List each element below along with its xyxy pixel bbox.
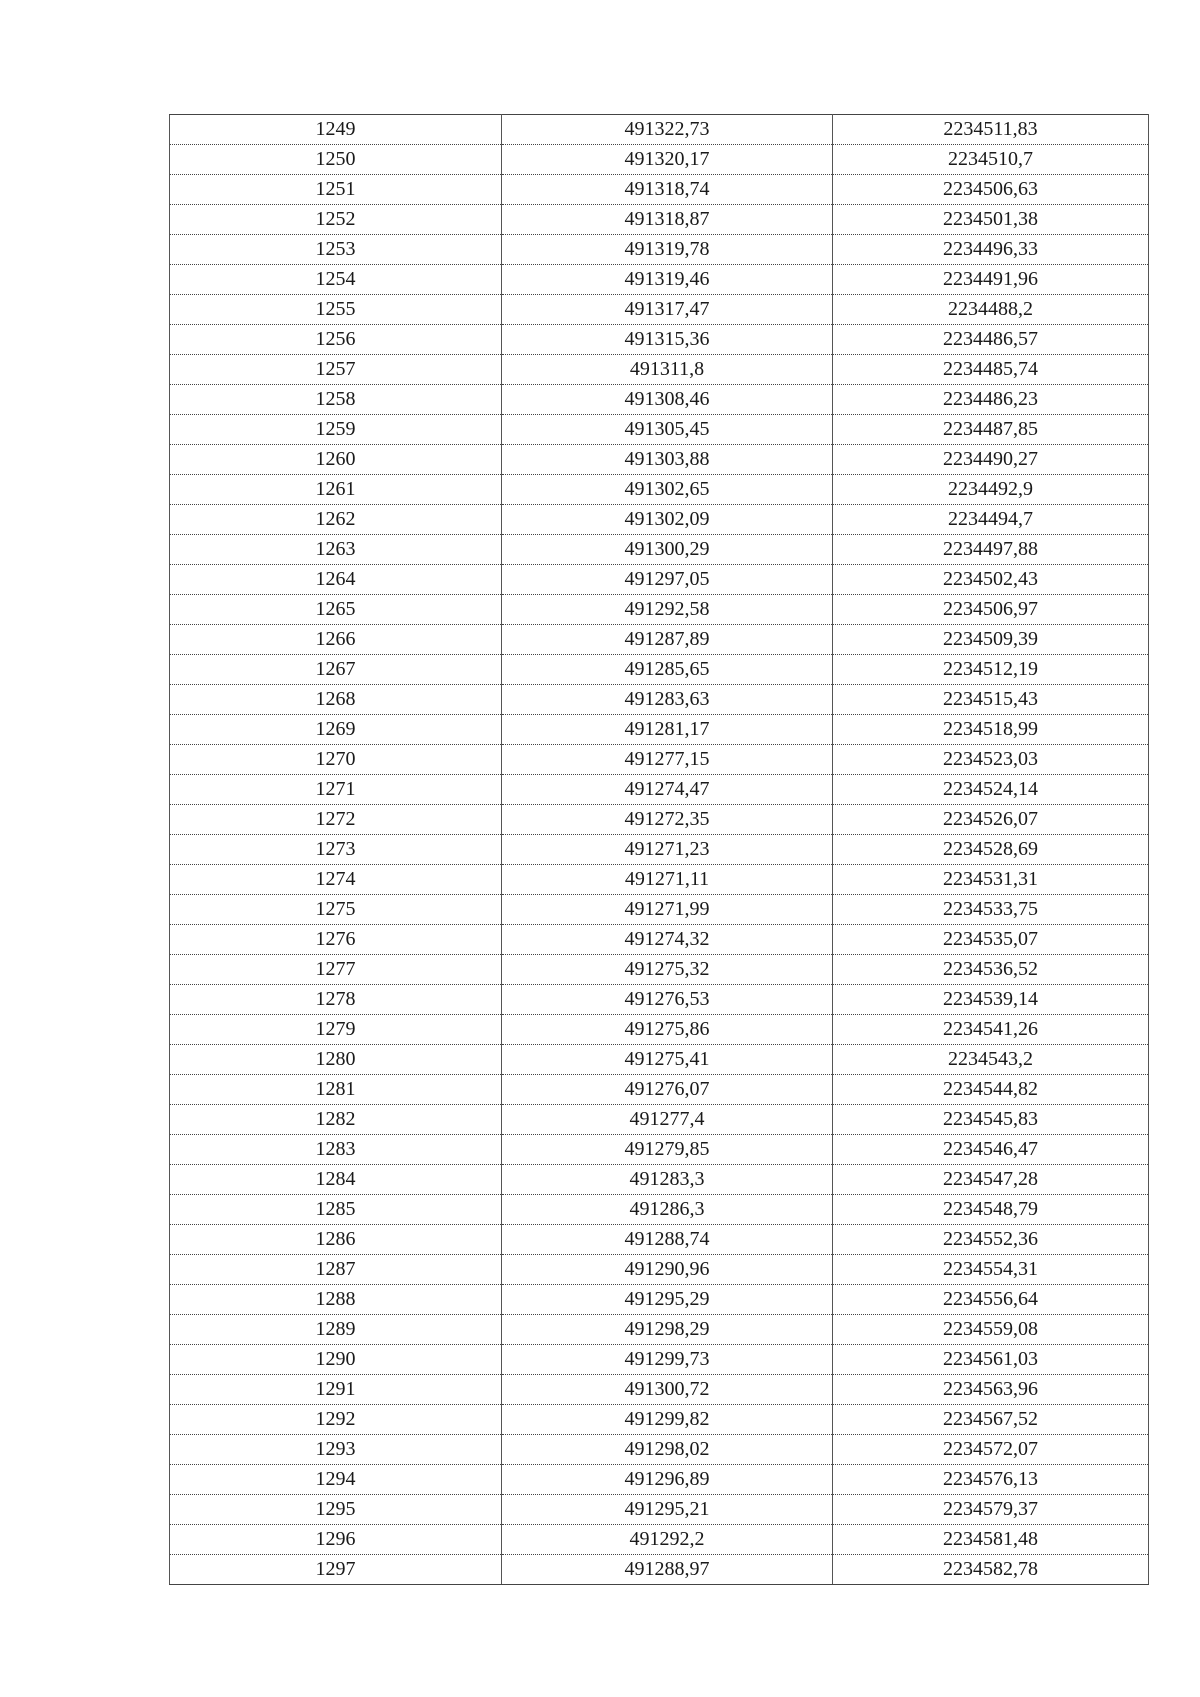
table-row <box>170 745 1149 775</box>
y-coordinate-cell: 2234556,64 <box>833 1285 1149 1315</box>
x-coordinate-cell: 491322,73 <box>502 115 833 145</box>
y-coordinate-cell: 2234554,31 <box>833 1255 1149 1285</box>
point-number-cell: 1256 <box>170 325 502 355</box>
y-coordinate-cell: 2234533,75 <box>833 895 1149 925</box>
x-coordinate-cell: 491288,97 <box>502 1555 833 1585</box>
table-row <box>170 235 1149 265</box>
x-coordinate-cell: 491279,85 <box>502 1135 833 1165</box>
table-row <box>170 1015 1149 1045</box>
y-coordinate-cell: 2234510,7 <box>833 145 1149 175</box>
y-coordinate-cell: 2234497,88 <box>833 535 1149 565</box>
table-row <box>170 1255 1149 1285</box>
x-coordinate-cell: 491302,65 <box>502 475 833 505</box>
table-row <box>170 475 1149 505</box>
point-number-cell: 1267 <box>170 655 502 685</box>
x-coordinate-cell: 491308,46 <box>502 385 833 415</box>
point-number-cell: 1263 <box>170 535 502 565</box>
point-number-cell: 1270 <box>170 745 502 775</box>
y-coordinate-cell: 2234502,43 <box>833 565 1149 595</box>
table-row <box>170 115 1149 145</box>
x-coordinate-cell: 491288,74 <box>502 1225 833 1255</box>
point-number-cell: 1251 <box>170 175 502 205</box>
point-number-cell: 1292 <box>170 1405 502 1435</box>
x-coordinate-cell: 491277,15 <box>502 745 833 775</box>
x-coordinate-cell: 491303,88 <box>502 445 833 475</box>
table-row <box>170 1135 1149 1165</box>
x-coordinate-cell: 491295,29 <box>502 1285 833 1315</box>
x-coordinate-cell: 491299,82 <box>502 1405 833 1435</box>
point-number-cell: 1279 <box>170 1015 502 1045</box>
coordinates-table <box>169 114 1149 1585</box>
x-coordinate-cell: 491320,17 <box>502 145 833 175</box>
y-coordinate-cell: 2234572,07 <box>833 1435 1149 1465</box>
table-row <box>170 865 1149 895</box>
point-number-cell: 1282 <box>170 1105 502 1135</box>
y-coordinate-cell: 2234546,47 <box>833 1135 1149 1165</box>
y-coordinate-cell: 2234524,14 <box>833 775 1149 805</box>
table-row <box>170 715 1149 745</box>
x-coordinate-cell: 491290,96 <box>502 1255 833 1285</box>
x-coordinate-cell: 491296,89 <box>502 1465 833 1495</box>
point-number-cell: 1249 <box>170 115 502 145</box>
point-number-cell: 1280 <box>170 1045 502 1075</box>
y-coordinate-cell: 2234515,43 <box>833 685 1149 715</box>
point-number-cell: 1253 <box>170 235 502 265</box>
y-coordinate-cell: 2234547,28 <box>833 1165 1149 1195</box>
point-number-cell: 1275 <box>170 895 502 925</box>
table-row <box>170 835 1149 865</box>
table-row <box>170 985 1149 1015</box>
point-number-cell: 1252 <box>170 205 502 235</box>
table-row <box>170 1465 1149 1495</box>
point-number-cell: 1293 <box>170 1435 502 1465</box>
table-row <box>170 1405 1149 1435</box>
y-coordinate-cell: 2234544,82 <box>833 1075 1149 1105</box>
x-coordinate-cell: 491277,4 <box>502 1105 833 1135</box>
table-row <box>170 505 1149 535</box>
table-row <box>170 355 1149 385</box>
table-row <box>170 1345 1149 1375</box>
y-coordinate-cell: 2234485,74 <box>833 355 1149 385</box>
y-coordinate-cell: 2234567,52 <box>833 1405 1149 1435</box>
point-number-cell: 1276 <box>170 925 502 955</box>
table-row <box>170 205 1149 235</box>
table-row <box>170 1525 1149 1555</box>
table-row <box>170 1285 1149 1315</box>
x-coordinate-cell: 491311,8 <box>502 355 833 385</box>
y-coordinate-cell: 2234545,83 <box>833 1105 1149 1135</box>
x-coordinate-cell: 491271,11 <box>502 865 833 895</box>
x-coordinate-cell: 491295,21 <box>502 1495 833 1525</box>
x-coordinate-cell: 491271,99 <box>502 895 833 925</box>
table-row <box>170 175 1149 205</box>
x-coordinate-cell: 491319,78 <box>502 235 833 265</box>
table-row <box>170 895 1149 925</box>
point-number-cell: 1261 <box>170 475 502 505</box>
x-coordinate-cell: 491305,45 <box>502 415 833 445</box>
x-coordinate-cell: 491302,09 <box>502 505 833 535</box>
x-coordinate-cell: 491297,05 <box>502 565 833 595</box>
table-row <box>170 775 1149 805</box>
table-row <box>170 625 1149 655</box>
point-number-cell: 1287 <box>170 1255 502 1285</box>
point-number-cell: 1269 <box>170 715 502 745</box>
point-number-cell: 1257 <box>170 355 502 385</box>
table-row <box>170 1555 1149 1585</box>
x-coordinate-cell: 491285,65 <box>502 655 833 685</box>
point-number-cell: 1277 <box>170 955 502 985</box>
x-coordinate-cell: 491292,2 <box>502 1525 833 1555</box>
y-coordinate-cell: 2234491,96 <box>833 265 1149 295</box>
table-row <box>170 325 1149 355</box>
table-row <box>170 1495 1149 1525</box>
y-coordinate-cell: 2234528,69 <box>833 835 1149 865</box>
y-coordinate-cell: 2234506,97 <box>833 595 1149 625</box>
point-number-cell: 1260 <box>170 445 502 475</box>
x-coordinate-cell: 491317,47 <box>502 295 833 325</box>
point-number-cell: 1268 <box>170 685 502 715</box>
point-number-cell: 1265 <box>170 595 502 625</box>
y-coordinate-cell: 2234561,03 <box>833 1345 1149 1375</box>
y-coordinate-cell: 2234523,03 <box>833 745 1149 775</box>
y-coordinate-cell: 2234509,39 <box>833 625 1149 655</box>
table-row <box>170 1315 1149 1345</box>
table-row <box>170 145 1149 175</box>
table-row <box>170 535 1149 565</box>
x-coordinate-cell: 491275,32 <box>502 955 833 985</box>
point-number-cell: 1286 <box>170 1225 502 1255</box>
y-coordinate-cell: 2234512,19 <box>833 655 1149 685</box>
table-row <box>170 265 1149 295</box>
x-coordinate-cell: 491272,35 <box>502 805 833 835</box>
point-number-cell: 1283 <box>170 1135 502 1165</box>
y-coordinate-cell: 2234563,96 <box>833 1375 1149 1405</box>
point-number-cell: 1266 <box>170 625 502 655</box>
y-coordinate-cell: 2234581,48 <box>833 1525 1149 1555</box>
table-row <box>170 565 1149 595</box>
x-coordinate-cell: 491300,29 <box>502 535 833 565</box>
point-number-cell: 1258 <box>170 385 502 415</box>
y-coordinate-cell: 2234486,23 <box>833 385 1149 415</box>
table-row <box>170 1075 1149 1105</box>
table-row <box>170 1165 1149 1195</box>
table-row <box>170 1435 1149 1465</box>
table-row <box>170 1105 1149 1135</box>
y-coordinate-cell: 2234487,85 <box>833 415 1149 445</box>
x-coordinate-cell: 491300,72 <box>502 1375 833 1405</box>
x-coordinate-cell: 491275,86 <box>502 1015 833 1045</box>
point-number-cell: 1272 <box>170 805 502 835</box>
point-number-cell: 1274 <box>170 865 502 895</box>
point-number-cell: 1288 <box>170 1285 502 1315</box>
x-coordinate-cell: 491283,63 <box>502 685 833 715</box>
table-row <box>170 1225 1149 1255</box>
x-coordinate-cell: 491283,3 <box>502 1165 833 1195</box>
point-number-cell: 1291 <box>170 1375 502 1405</box>
x-coordinate-cell: 491286,3 <box>502 1195 833 1225</box>
table-row <box>170 655 1149 685</box>
y-coordinate-cell: 2234492,9 <box>833 475 1149 505</box>
point-number-cell: 1295 <box>170 1495 502 1525</box>
y-coordinate-cell: 2234576,13 <box>833 1465 1149 1495</box>
point-number-cell: 1264 <box>170 565 502 595</box>
point-number-cell: 1255 <box>170 295 502 325</box>
y-coordinate-cell: 2234548,79 <box>833 1195 1149 1225</box>
x-coordinate-cell: 491299,73 <box>502 1345 833 1375</box>
x-coordinate-cell: 491274,32 <box>502 925 833 955</box>
y-coordinate-cell: 2234488,2 <box>833 295 1149 325</box>
y-coordinate-cell: 2234536,52 <box>833 955 1149 985</box>
point-number-cell: 1262 <box>170 505 502 535</box>
y-coordinate-cell: 2234518,99 <box>833 715 1149 745</box>
coordinates-table-body <box>170 115 1149 1585</box>
y-coordinate-cell: 2234539,14 <box>833 985 1149 1015</box>
x-coordinate-cell: 491318,87 <box>502 205 833 235</box>
x-coordinate-cell: 491319,46 <box>502 265 833 295</box>
y-coordinate-cell: 2234543,2 <box>833 1045 1149 1075</box>
x-coordinate-cell: 491318,74 <box>502 175 833 205</box>
table-row <box>170 925 1149 955</box>
x-coordinate-cell: 491275,41 <box>502 1045 833 1075</box>
x-coordinate-cell: 491315,36 <box>502 325 833 355</box>
point-number-cell: 1285 <box>170 1195 502 1225</box>
y-coordinate-cell: 2234531,31 <box>833 865 1149 895</box>
table-row <box>170 445 1149 475</box>
x-coordinate-cell: 491298,29 <box>502 1315 833 1345</box>
point-number-cell: 1273 <box>170 835 502 865</box>
y-coordinate-cell: 2234559,08 <box>833 1315 1149 1345</box>
y-coordinate-cell: 2234541,26 <box>833 1015 1149 1045</box>
table-row <box>170 1195 1149 1225</box>
point-number-cell: 1289 <box>170 1315 502 1345</box>
x-coordinate-cell: 491276,53 <box>502 985 833 1015</box>
y-coordinate-cell: 2234501,38 <box>833 205 1149 235</box>
table-row <box>170 685 1149 715</box>
point-number-cell: 1297 <box>170 1555 502 1585</box>
point-number-cell: 1296 <box>170 1525 502 1555</box>
table-row <box>170 1375 1149 1405</box>
x-coordinate-cell: 491298,02 <box>502 1435 833 1465</box>
table-row <box>170 955 1149 985</box>
point-number-cell: 1294 <box>170 1465 502 1495</box>
point-number-cell: 1290 <box>170 1345 502 1375</box>
point-number-cell: 1284 <box>170 1165 502 1195</box>
y-coordinate-cell: 2234579,37 <box>833 1495 1149 1525</box>
x-coordinate-cell: 491271,23 <box>502 835 833 865</box>
x-coordinate-cell: 491287,89 <box>502 625 833 655</box>
y-coordinate-cell: 2234506,63 <box>833 175 1149 205</box>
y-coordinate-cell: 2234582,78 <box>833 1555 1149 1585</box>
y-coordinate-cell: 2234535,07 <box>833 925 1149 955</box>
point-number-cell: 1271 <box>170 775 502 805</box>
table-row <box>170 805 1149 835</box>
table-row <box>170 295 1149 325</box>
y-coordinate-cell: 2234494,7 <box>833 505 1149 535</box>
y-coordinate-cell: 2234511,83 <box>833 115 1149 145</box>
point-number-cell: 1250 <box>170 145 502 175</box>
table-row <box>170 385 1149 415</box>
x-coordinate-cell: 491276,07 <box>502 1075 833 1105</box>
point-number-cell: 1254 <box>170 265 502 295</box>
table-row <box>170 1045 1149 1075</box>
table-row <box>170 595 1149 625</box>
table-row <box>170 415 1149 445</box>
y-coordinate-cell: 2234496,33 <box>833 235 1149 265</box>
y-coordinate-cell: 2234486,57 <box>833 325 1149 355</box>
y-coordinate-cell: 2234490,27 <box>833 445 1149 475</box>
x-coordinate-cell: 491292,58 <box>502 595 833 625</box>
x-coordinate-cell: 491281,17 <box>502 715 833 745</box>
point-number-cell: 1278 <box>170 985 502 1015</box>
y-coordinate-cell: 2234526,07 <box>833 805 1149 835</box>
x-coordinate-cell: 491274,47 <box>502 775 833 805</box>
point-number-cell: 1281 <box>170 1075 502 1105</box>
point-number-cell: 1259 <box>170 415 502 445</box>
y-coordinate-cell: 2234552,36 <box>833 1225 1149 1255</box>
